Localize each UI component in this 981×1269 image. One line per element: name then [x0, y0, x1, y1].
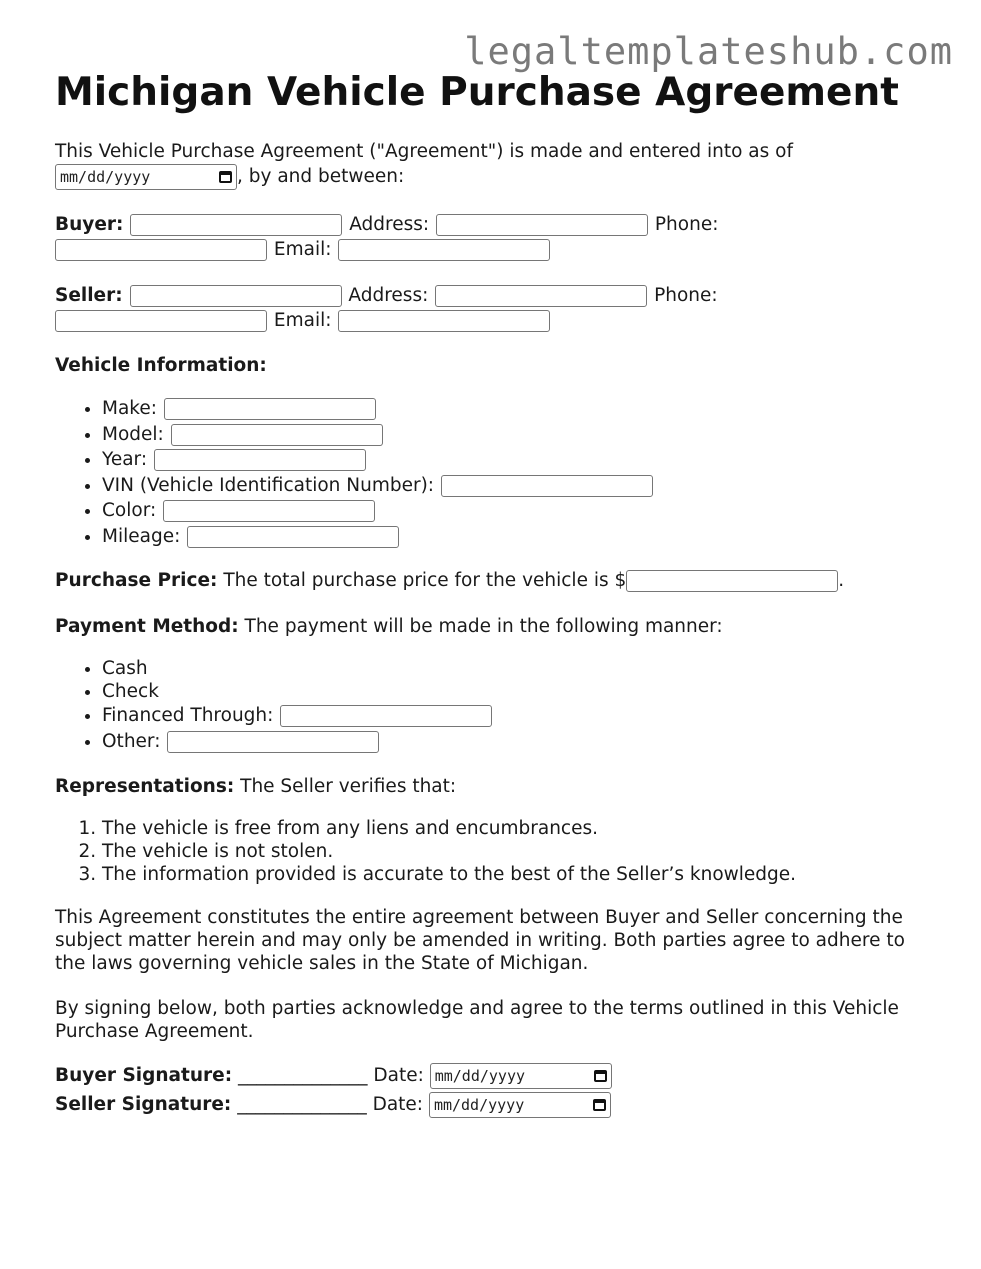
list-item: 3. The information provided is accurate to the best of the Seller’s knowledge. — [102, 863, 935, 886]
buyer-signature-row — [55, 1061, 935, 1090]
payment-financed-label: Financed Through: — [102, 705, 274, 726]
vin-field[interactable] — [441, 475, 653, 497]
color-field[interactable] — [163, 500, 375, 522]
purchase-price-end: . — [838, 570, 845, 591]
list-item — [102, 396, 935, 422]
intro-text-end: , by and between: — [237, 166, 405, 187]
payment-method-label: Payment Method: — [55, 616, 239, 637]
purchase-price-field[interactable] — [626, 570, 838, 592]
list-item — [102, 680, 935, 703]
buyer-phone-label: Phone: — [654, 214, 719, 235]
other-payment-field[interactable] — [167, 731, 379, 753]
seller-name-field[interactable] — [130, 285, 342, 307]
year-label: Year: — [102, 449, 148, 470]
list-item — [102, 447, 935, 473]
vehicle-info-list — [55, 396, 935, 549]
mileage-field[interactable] — [187, 526, 399, 548]
buyer-signature-line[interactable]: ______________ — [237, 1065, 368, 1086]
list-item — [102, 422, 935, 448]
seller-address-field[interactable] — [435, 285, 647, 307]
agreement-date-placeholder: mm/dd/yyyy — [60, 168, 151, 186]
buyer-name-field[interactable] — [130, 214, 342, 236]
seller-label: Seller: — [55, 285, 123, 306]
representations-text: The Seller verifies that: — [240, 776, 457, 797]
page-title: Michigan Vehicle Purchase Agreement — [55, 70, 899, 115]
seller-phone-label: Phone: — [654, 285, 718, 306]
financed-through-field[interactable] — [280, 705, 492, 727]
purchase-price-text: The total purchase price for the vehicle is $ — [223, 570, 627, 591]
seller-signature-line[interactable]: ______________ — [237, 1094, 367, 1115]
buyer-email-label: Email: — [273, 239, 332, 260]
payment-check: Check — [102, 681, 159, 702]
payment-method-text: The payment will be made in the following manner: — [244, 616, 723, 637]
calendar-icon[interactable] — [593, 1099, 606, 1111]
model-label: Model: — [102, 423, 164, 445]
list-item — [102, 657, 935, 680]
buyer-label: Buyer: — [55, 214, 124, 235]
make-label: Make: — [102, 398, 157, 419]
color-label: Color: — [102, 500, 157, 521]
payment-method-list — [55, 657, 935, 755]
seller-address-label: Address: — [348, 285, 429, 306]
buyer-date-label: Date: — [373, 1065, 424, 1086]
purchase-price-paragraph — [55, 569, 935, 593]
watermark: legaltemplateshub.com — [464, 30, 953, 73]
make-field[interactable] — [164, 398, 376, 420]
payment-other-label: Other: — [102, 731, 161, 752]
buyer-address-label: Address: — [349, 214, 430, 235]
list-item — [102, 473, 935, 499]
agreement-date-field[interactable] — [55, 164, 237, 190]
payment-method-paragraph — [55, 615, 935, 639]
representations-label: Representations: — [55, 776, 235, 797]
list-item — [102, 524, 935, 550]
buyer-date-placeholder: mm/dd/yyyy — [434, 1066, 526, 1085]
buyer-date-field[interactable] — [430, 1063, 612, 1089]
list-item — [102, 729, 935, 755]
acknowledge-paragraph: By signing below, both parties acknowledge and agree to the terms outlined in this Vehicle Purchase Agreement. — [55, 998, 899, 1042]
calendar-icon[interactable] — [594, 1070, 607, 1082]
representations-list — [55, 817, 935, 886]
list-item — [102, 498, 935, 524]
seller-section — [55, 283, 935, 333]
vin-label: VIN (Vehicle Identification Number): — [102, 474, 435, 496]
seller-email-label: Email: — [273, 310, 332, 331]
buyer-section — [55, 212, 935, 262]
year-field[interactable] — [154, 449, 366, 471]
buyer-phone-field[interactable] — [55, 239, 267, 261]
intro-text: This Vehicle Purchase Agreement ("Agreement") is made and entered into as of — [55, 141, 793, 162]
entire-agreement-paragraph: This Agreement constitutes the entire agreement between Buyer and Seller concerning the subject matter herein and may only be amended in writing. Both parties agree to adhere to the laws governing vehicle sales in the State of Michigan. — [55, 907, 905, 974]
calendar-icon[interactable] — [219, 171, 232, 183]
intro-paragraph — [55, 140, 935, 190]
payment-cash: Cash — [102, 658, 148, 679]
buyer-email-field[interactable] — [338, 239, 550, 261]
purchase-price-label: Purchase Price: — [55, 570, 218, 591]
seller-signature-label: Seller Signature: — [55, 1094, 232, 1115]
seller-date-placeholder: mm/dd/yyyy — [433, 1095, 525, 1114]
list-item: 2. The vehicle is not stolen. — [102, 840, 935, 863]
vehicle-heading-text: Vehicle Information: — [55, 355, 267, 376]
buyer-address-field[interactable] — [436, 214, 648, 236]
seller-phone-field[interactable] — [55, 310, 267, 332]
seller-signature-row — [55, 1090, 935, 1119]
buyer-signature-label: Buyer Signature: — [55, 1065, 233, 1086]
seller-date-field[interactable] — [429, 1092, 611, 1118]
document-page — [55, 70, 935, 1119]
vehicle-heading — [55, 354, 935, 378]
seller-email-field[interactable] — [338, 310, 550, 332]
representations-paragraph — [55, 775, 935, 799]
model-field[interactable] — [171, 424, 383, 446]
mileage-label: Mileage: — [102, 525, 181, 547]
list-item: 1. The vehicle is free from any liens and encumbrances. — [102, 817, 935, 840]
seller-date-label: Date: — [372, 1094, 424, 1115]
list-item — [102, 703, 935, 729]
